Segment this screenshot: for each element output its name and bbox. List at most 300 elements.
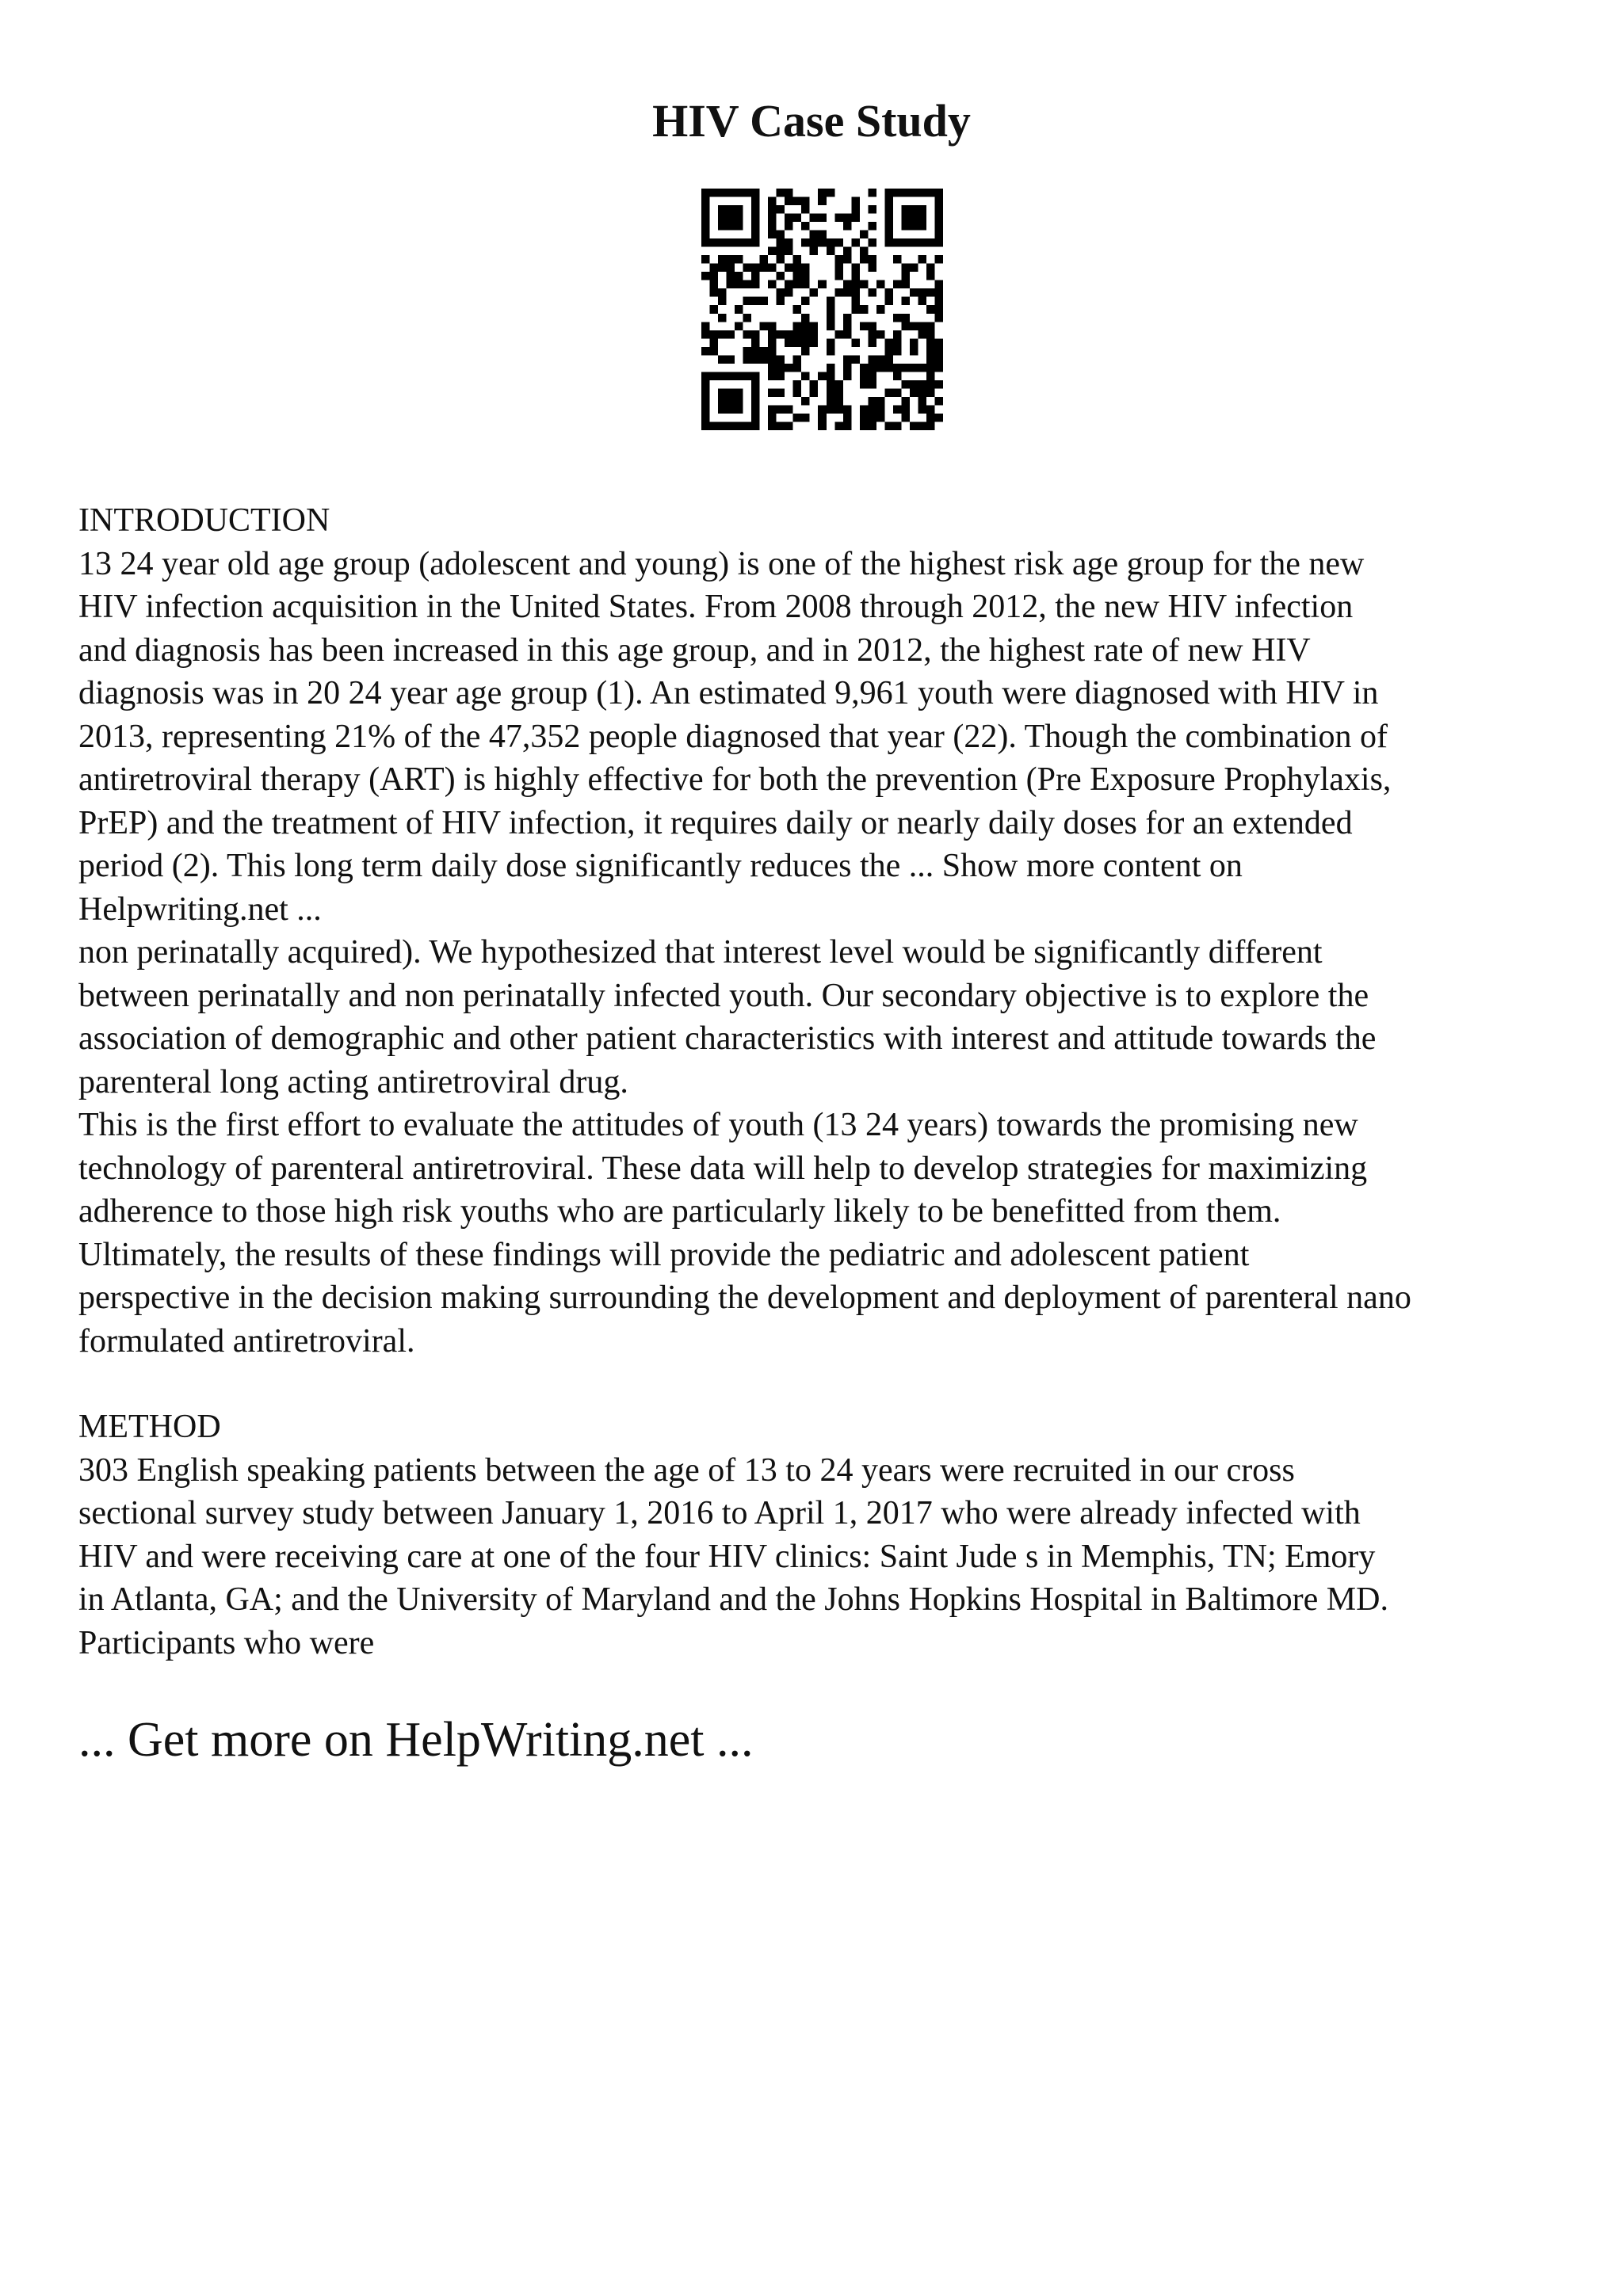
qr-module — [843, 355, 852, 364]
qr-module — [868, 222, 876, 231]
qr-module — [860, 280, 869, 289]
qr-module — [934, 314, 943, 322]
qr-module — [868, 397, 876, 406]
qr-module — [843, 214, 852, 223]
qr-module — [893, 189, 902, 197]
qr-module — [901, 397, 910, 406]
qr-module — [718, 421, 727, 430]
qr-module — [751, 380, 760, 389]
qr-module — [735, 388, 743, 397]
qr-module — [876, 280, 885, 289]
qr-module — [860, 372, 869, 380]
qr-module — [884, 421, 893, 430]
qr-module — [834, 214, 843, 223]
qr-module — [926, 288, 935, 297]
qr-module — [901, 297, 910, 306]
qr-module — [884, 338, 893, 347]
qr-module — [926, 355, 935, 364]
qr-module — [910, 380, 918, 389]
qr-module — [834, 255, 843, 264]
qr-module — [718, 330, 727, 339]
qr-module — [727, 222, 735, 231]
qr-module — [926, 322, 935, 330]
qr-module — [785, 238, 793, 247]
qr-module — [934, 364, 943, 372]
qr-module — [851, 197, 860, 206]
qr-module — [868, 364, 876, 372]
qr-module — [718, 288, 727, 297]
qr-module — [710, 288, 719, 297]
qr-module — [718, 405, 727, 414]
qr-module — [901, 414, 910, 422]
qr-module — [860, 405, 869, 414]
qr-module — [918, 380, 926, 389]
qr-module — [901, 205, 910, 214]
qr-module — [810, 238, 819, 247]
qr-module — [718, 264, 727, 273]
qr-module — [851, 297, 860, 306]
qr-module — [751, 405, 760, 414]
qr-module — [727, 272, 735, 280]
qr-module — [751, 297, 760, 306]
qr-module — [893, 314, 902, 322]
qr-module — [893, 338, 902, 347]
qr-module — [926, 272, 935, 280]
qr-module — [868, 338, 876, 347]
qr-module — [827, 314, 835, 322]
method-paragraph-1: 303 English speaking patients between the age of 13 to 24 years were recruited in our cross sectional survey study between January 1, 2016 to April 1, 2017 who were already infected with HIV and were receiving care at one of the four HIV clinics: Saint Jude s in Memphis, TN; Emory in Atlanta, GA; and the University of Maryland and the Johns Hopkins Hospital in Baltimore MD. Participants who were — [78, 1451, 1388, 1661]
qr-module — [884, 214, 893, 223]
qr-module — [876, 405, 885, 414]
qr-module — [727, 372, 735, 380]
qr-module — [751, 214, 760, 223]
qr-module — [860, 231, 869, 239]
qr-module — [751, 388, 760, 397]
qr-module — [768, 421, 777, 430]
qr-module — [901, 264, 910, 273]
qr-module — [768, 214, 777, 223]
qr-module — [735, 205, 743, 214]
qr-module — [760, 264, 769, 273]
qr-module — [884, 197, 893, 206]
qr-module — [818, 280, 827, 289]
qr-module — [735, 397, 743, 406]
qr-module — [893, 238, 902, 247]
qr-module — [735, 372, 743, 380]
qr-module — [710, 238, 719, 247]
qr-module — [934, 189, 943, 197]
qr-module — [910, 214, 918, 223]
qr-module — [918, 222, 926, 231]
qr-module — [793, 414, 802, 422]
qr-module — [934, 338, 943, 347]
qr-module — [768, 247, 777, 256]
qr-module — [777, 255, 785, 264]
qr-module — [851, 214, 860, 223]
qr-module — [901, 214, 910, 223]
qr-module — [810, 330, 819, 339]
qr-module — [818, 372, 827, 380]
qr-module — [934, 355, 943, 364]
qr-module — [701, 380, 710, 389]
qr-module — [801, 197, 810, 206]
qr-module — [701, 205, 710, 214]
intro-paragraph-2: non perinatally acquired). We hypothesized that interest level would be significantly different between perinatally and non perinatally infected youth. Our secondary objective is to explore the association of demographic and other patient characteristics with interest and attitude towards the parenteral long acting antiretroviral drug. — [78, 934, 1377, 1100]
qr-module — [834, 380, 843, 389]
qr-module — [868, 372, 876, 380]
qr-module — [743, 355, 752, 364]
qr-module — [934, 397, 943, 406]
qr-module — [860, 380, 869, 389]
qr-module — [751, 421, 760, 430]
qr-module — [876, 364, 885, 372]
qr-module — [827, 405, 835, 414]
qr-module — [743, 297, 752, 306]
qr-module — [884, 205, 893, 214]
qr-module — [793, 388, 802, 397]
qr-module — [801, 414, 810, 422]
qr-module — [793, 322, 802, 330]
qr-module — [710, 305, 719, 314]
qr-module — [718, 297, 727, 306]
qr-module — [735, 272, 743, 280]
qr-module — [701, 388, 710, 397]
qr-module — [727, 264, 735, 273]
qr-module — [926, 238, 935, 247]
qr-module — [810, 338, 819, 347]
qr-module — [751, 355, 760, 364]
qr-module — [710, 330, 719, 339]
qr-module — [934, 197, 943, 206]
qr-module — [793, 330, 802, 339]
qr-module — [901, 280, 910, 289]
qr-module — [834, 397, 843, 406]
qr-module — [834, 405, 843, 414]
qr-module — [777, 238, 785, 247]
qr-module — [884, 347, 893, 356]
qr-module — [743, 280, 752, 289]
qr-module — [818, 189, 827, 197]
qr-module — [801, 280, 810, 289]
qr-module — [827, 388, 835, 397]
qr-module — [768, 280, 777, 289]
qr-module — [801, 397, 810, 406]
qr-module — [701, 347, 710, 356]
qr-module — [718, 189, 727, 197]
qr-module — [727, 388, 735, 397]
qr-module — [718, 222, 727, 231]
qr-module — [718, 388, 727, 397]
qr-module — [843, 414, 852, 422]
qr-module — [901, 314, 910, 322]
qr-module — [868, 330, 876, 339]
qr-module — [851, 272, 860, 280]
qr-module — [801, 372, 810, 380]
qr-module — [701, 255, 710, 264]
qr-module — [851, 288, 860, 297]
qr-module — [793, 214, 802, 223]
qr-module — [827, 305, 835, 314]
qr-module — [777, 247, 785, 256]
qr-module — [701, 414, 710, 422]
qr-module — [810, 288, 819, 297]
qr-module — [701, 214, 710, 223]
qr-module — [827, 247, 835, 256]
qr-module — [918, 322, 926, 330]
qr-module — [934, 231, 943, 239]
qr-module — [918, 238, 926, 247]
qr-module — [910, 238, 918, 247]
qr-module — [934, 288, 943, 297]
qr-module — [810, 380, 819, 389]
qr-module — [868, 238, 876, 247]
qr-module — [793, 380, 802, 389]
qr-module — [727, 330, 735, 339]
qr-module — [718, 238, 727, 247]
qr-module — [884, 288, 893, 297]
qr-module — [743, 264, 752, 273]
qr-module — [934, 222, 943, 231]
qr-module — [910, 222, 918, 231]
qr-module — [718, 214, 727, 223]
qr-module — [918, 189, 926, 197]
qr-module — [818, 414, 827, 422]
qr-module — [777, 330, 785, 339]
qr-module — [777, 297, 785, 306]
qr-module — [768, 355, 777, 364]
qr-module — [818, 197, 827, 206]
qr-module — [710, 347, 719, 356]
qr-module — [751, 197, 760, 206]
qr-module — [876, 305, 885, 314]
qr-module — [743, 314, 752, 322]
qr-module — [843, 405, 852, 414]
qr-module — [851, 205, 860, 214]
qr-module — [910, 205, 918, 214]
qr-module — [860, 364, 869, 372]
qr-module — [910, 388, 918, 397]
qr-module — [810, 231, 819, 239]
qr-module — [760, 255, 769, 264]
qr-module — [901, 405, 910, 414]
qr-module — [918, 330, 926, 339]
qr-module — [727, 189, 735, 197]
qr-module — [743, 189, 752, 197]
qr-module — [760, 347, 769, 356]
qr-module — [727, 355, 735, 364]
qr-module — [710, 189, 719, 197]
qr-module — [918, 205, 926, 214]
qr-module — [893, 330, 902, 339]
section-heading-method: METHOD — [78, 1409, 221, 1445]
qr-module — [843, 330, 852, 339]
qr-module — [701, 272, 710, 280]
qr-module — [843, 247, 852, 256]
qr-module — [934, 380, 943, 389]
qr-module — [843, 255, 852, 264]
qr-module — [727, 421, 735, 430]
qr-module — [860, 322, 869, 330]
qr-module — [918, 421, 926, 430]
qr-module — [718, 372, 727, 380]
qr-module — [851, 355, 860, 364]
qr-module — [851, 238, 860, 247]
qr-module — [760, 355, 769, 364]
qr-module — [743, 421, 752, 430]
qr-module — [785, 264, 793, 273]
qr-module — [735, 214, 743, 223]
qr-module — [884, 388, 893, 397]
qr-module — [768, 405, 777, 414]
qr-module — [743, 347, 752, 356]
qr-module — [893, 347, 902, 356]
qr-module — [785, 247, 793, 256]
qr-module — [934, 255, 943, 264]
qr-module — [768, 372, 777, 380]
qr-module — [843, 322, 852, 330]
qr-module — [751, 347, 760, 356]
qr-module — [727, 255, 735, 264]
qr-module — [801, 238, 810, 247]
qr-module — [801, 314, 810, 322]
qr-module — [801, 222, 810, 231]
intro-paragraph-3: This is the first effort to evaluate the attitudes of youth (13 24 years) towards the promising new technology of parenteral antiretroviral. These data will help to develop strategies for maximizing adherence to those high risk youths who are particularly likely to be benefitted from them. Ultimately, the results of these findings will provide the pediatric and adolescent patient perspective in the decision making surrounding the development and deployment of parenteral nano formulated antiretroviral. — [78, 1107, 1411, 1360]
qr-module — [827, 347, 835, 356]
qr-module — [868, 189, 876, 197]
qr-module — [893, 372, 902, 380]
qr-module — [801, 322, 810, 330]
qr-module — [701, 222, 710, 231]
qr-module — [785, 421, 793, 430]
qr-module — [926, 421, 935, 430]
qr-module — [926, 405, 935, 414]
qr-module — [910, 421, 918, 430]
qr-module — [751, 222, 760, 231]
qr-module — [785, 405, 793, 414]
qr-module — [926, 380, 935, 389]
qr-module — [901, 364, 910, 372]
qr-module — [701, 197, 710, 206]
qr-module — [834, 272, 843, 280]
qr-module — [777, 189, 785, 197]
qr-module — [851, 280, 860, 289]
qr-module — [918, 255, 926, 264]
qr-module — [843, 288, 852, 297]
qr-module — [868, 414, 876, 422]
qr-module — [893, 280, 902, 289]
qr-code-icon — [701, 189, 943, 430]
qr-module — [851, 305, 860, 314]
qr-module — [868, 205, 876, 214]
qr-module — [934, 238, 943, 247]
qr-module — [860, 255, 869, 264]
qr-module — [884, 222, 893, 231]
qr-module — [701, 189, 710, 197]
qr-module — [735, 305, 743, 314]
qr-module — [801, 272, 810, 280]
qr-module — [785, 280, 793, 289]
qr-module — [893, 388, 902, 397]
qr-module — [926, 372, 935, 380]
qr-module — [701, 322, 710, 330]
qr-module — [918, 388, 926, 397]
qr-module — [743, 372, 752, 380]
qr-module — [760, 322, 769, 330]
page-title: HIV Case Study — [652, 95, 971, 147]
qr-module — [768, 388, 777, 397]
qr-module — [701, 397, 710, 406]
qr-module — [860, 414, 869, 422]
qr-module — [710, 338, 719, 347]
qr-module — [876, 414, 885, 422]
qr-module — [827, 189, 835, 197]
qr-module — [801, 205, 810, 214]
qr-module — [843, 421, 852, 430]
qr-module — [810, 214, 819, 223]
qr-module — [827, 238, 835, 247]
qr-module — [793, 255, 802, 264]
qr-module — [718, 255, 727, 264]
qr-module — [751, 205, 760, 214]
qr-module — [751, 372, 760, 380]
qr-module — [884, 189, 893, 197]
qr-module — [751, 264, 760, 273]
qr-module — [934, 414, 943, 422]
qr-module — [926, 364, 935, 372]
qr-module — [801, 338, 810, 347]
qr-module — [777, 421, 785, 430]
get-more-link[interactable]: ... Get more on HelpWriting.net ... — [78, 1713, 754, 1767]
qr-module — [777, 205, 785, 214]
qr-module — [701, 405, 710, 414]
qr-module — [760, 297, 769, 306]
qr-module — [777, 231, 785, 239]
qr-module — [868, 255, 876, 264]
qr-module — [893, 405, 902, 414]
qr-module — [768, 222, 777, 231]
qr-module — [893, 421, 902, 430]
qr-module — [901, 380, 910, 389]
qr-module — [768, 330, 777, 339]
qr-module — [768, 338, 777, 347]
qr-module — [827, 372, 835, 380]
qr-module — [751, 189, 760, 197]
qr-module — [710, 264, 719, 273]
qr-module — [735, 280, 743, 289]
qr-module — [793, 364, 802, 372]
qr-module — [768, 322, 777, 330]
qr-module — [876, 355, 885, 364]
qr-module — [834, 388, 843, 397]
qr-module — [868, 322, 876, 330]
qr-module — [910, 347, 918, 356]
qr-module — [768, 264, 777, 273]
qr-module — [743, 330, 752, 339]
qr-module — [843, 372, 852, 380]
qr-module — [718, 397, 727, 406]
qr-module — [868, 355, 876, 364]
qr-module — [810, 388, 819, 397]
qr-module — [843, 280, 852, 289]
qr-module — [777, 372, 785, 380]
document-body — [78, 499, 1568, 1665]
qr-module — [751, 414, 760, 422]
qr-module — [785, 330, 793, 339]
qr-module — [727, 238, 735, 247]
qr-module — [818, 405, 827, 414]
qr-module — [727, 214, 735, 223]
qr-module — [843, 222, 852, 231]
